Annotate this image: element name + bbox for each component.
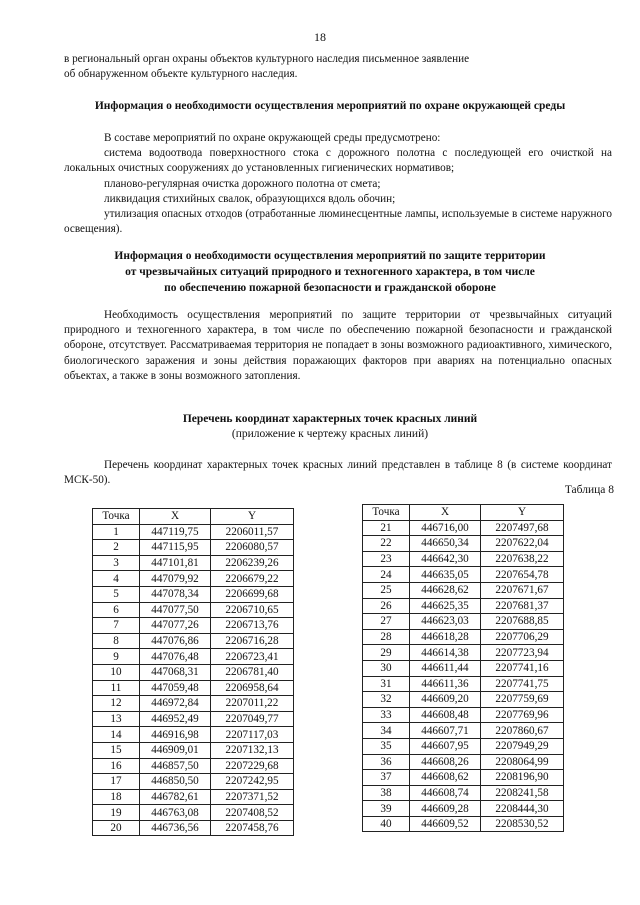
env-item-dumps: ликвидация стихийных свалок, образующихся вдоль обочин;	[104, 193, 396, 205]
cell-y: 2207638,22	[481, 551, 564, 567]
table-row	[363, 582, 564, 598]
cell-point: 31	[363, 676, 410, 692]
header-y: Y	[481, 505, 564, 521]
table-row	[93, 540, 294, 556]
table-row	[363, 754, 564, 770]
cell-y: 2207741,75	[481, 676, 564, 692]
table-row	[93, 774, 294, 790]
table-row	[363, 770, 564, 786]
page-number: 18	[314, 30, 326, 44]
table-row	[363, 676, 564, 692]
cell-point: 32	[363, 692, 410, 708]
table-row	[363, 598, 564, 614]
cell-y: 2206713,76	[211, 618, 294, 634]
table-row	[93, 524, 294, 540]
cell-x: 447068,31	[140, 664, 211, 680]
cell-y: 2207706,29	[481, 629, 564, 645]
table-row	[93, 711, 294, 727]
cell-point: 6	[93, 602, 140, 618]
cell-point: 34	[363, 723, 410, 739]
cell-point: 19	[93, 805, 140, 821]
cell-y: 2207242,95	[211, 774, 294, 790]
cell-y: 2208064,99	[481, 754, 564, 770]
coords-paragraph: Перечень координат характерных точек красных линий представлен в таблице 8 (в системе координат МСК-50).	[64, 459, 612, 487]
cell-y: 2207011,22	[211, 696, 294, 712]
cell-y: 2207654,78	[481, 567, 564, 583]
cell-y: 2207408,52	[211, 805, 294, 821]
cell-y: 2206679,22	[211, 571, 294, 587]
cell-x: 447076,48	[140, 649, 211, 665]
cell-x: 446782,61	[140, 789, 211, 805]
table-row	[363, 723, 564, 739]
header-point: Точка	[93, 509, 140, 525]
table-header-row	[93, 509, 294, 525]
cell-y: 2206011,57	[211, 524, 294, 540]
cell-point: 7	[93, 618, 140, 634]
cell-point: 40	[363, 816, 410, 832]
cell-y: 2207949,29	[481, 738, 564, 754]
table-row	[93, 696, 294, 712]
cell-x: 446608,48	[410, 707, 481, 723]
cell-x: 447076,86	[140, 633, 211, 649]
cell-x: 446614,38	[410, 645, 481, 661]
cell-x: 447059,48	[140, 680, 211, 696]
cell-x: 446628,62	[410, 582, 481, 598]
cell-point: 21	[363, 520, 410, 536]
cell-x: 446952,49	[140, 711, 211, 727]
table-row	[93, 742, 294, 758]
table-row	[363, 801, 564, 817]
env-item-cleaning: планово-регулярная очистка дорожного полотна от смета;	[104, 178, 381, 190]
table-row	[363, 520, 564, 536]
cell-y: 2207741,16	[481, 660, 564, 676]
intro-paragraph	[64, 52, 612, 82]
table-row	[93, 618, 294, 634]
cell-y: 2206958,64	[211, 680, 294, 696]
cell-y: 2207769,96	[481, 707, 564, 723]
cell-y: 2207671,67	[481, 582, 564, 598]
emergency-paragraph: Необходимость осуществления мероприятий по защите территории от чрезвычайных ситуаций природного и техногенного характера, в том числе по обеспечению пожарной безопасности и гражданской обороне, отсутствует. Рассматриваемая территория не попадает в зоны возможного радиоактивного, химического, биологического заражения и зоны действия поражающих факторов при авариях на потенциально опасных объектах, а также в зоны возможного затопления.	[64, 309, 612, 382]
env-item-waste: утилизация опасных отходов (отработанные люминесцентные лампы, используемые в системе наружного освещения).	[64, 208, 612, 236]
table-row	[363, 707, 564, 723]
table-row	[363, 645, 564, 661]
env-heading: Информация о необходимости осуществления мероприятий по охране окружающей среды	[94, 100, 566, 112]
cell-x: 447101,81	[140, 555, 211, 571]
table-row	[363, 551, 564, 567]
table-row	[93, 805, 294, 821]
cell-x: 446916,98	[140, 727, 211, 743]
cell-x: 447077,50	[140, 602, 211, 618]
cell-x: 446736,56	[140, 820, 211, 836]
table-row	[93, 680, 294, 696]
env-intro: В составе мероприятий по охране окружающей среды предусмотрено:	[104, 132, 441, 144]
cell-point: 24	[363, 567, 410, 583]
cell-y: 2206710,65	[211, 602, 294, 618]
table-row	[93, 555, 294, 571]
cell-y: 2206239,26	[211, 555, 294, 571]
coords-heading: Перечень координат характерных точек красных линий	[182, 413, 478, 425]
intro-line-2: об обнаруженном объекте культурного наследия.	[64, 68, 298, 81]
cell-x: 447079,92	[140, 571, 211, 587]
cell-point: 35	[363, 738, 410, 754]
cell-x: 446857,50	[140, 758, 211, 774]
cell-point: 10	[93, 664, 140, 680]
cell-point: 29	[363, 645, 410, 661]
header-x: X	[140, 509, 211, 525]
cell-x: 446850,50	[140, 774, 211, 790]
table-row	[363, 692, 564, 708]
cell-y: 2206080,57	[211, 540, 294, 556]
env-item-drainage: система водоотвода поверхностного стока с дорожного полотна с последующей его очисткой на локальных очистных сооружениях до установленных гигиенических нормативов;	[64, 147, 612, 175]
table-row	[93, 789, 294, 805]
cell-point: 23	[363, 551, 410, 567]
table-row	[93, 820, 294, 836]
cell-x: 447115,95	[140, 540, 211, 556]
cell-point: 5	[93, 586, 140, 602]
table-row	[93, 633, 294, 649]
cell-y: 2208196,90	[481, 770, 564, 786]
cell-y: 2208241,58	[481, 785, 564, 801]
cell-x: 446608,74	[410, 785, 481, 801]
cell-y: 2207622,04	[481, 536, 564, 552]
table-row	[363, 816, 564, 832]
cell-point: 38	[363, 785, 410, 801]
header-x: X	[410, 505, 481, 521]
cell-point: 4	[93, 571, 140, 587]
cell-x: 446635,05	[410, 567, 481, 583]
cell-x: 447078,34	[140, 586, 211, 602]
intro-line-1: в региональный орган охраны объектов культурного наследия письменное заявление	[64, 53, 470, 65]
table-caption: Таблица 8	[564, 484, 614, 496]
cell-x: 446608,62	[410, 770, 481, 786]
cell-point: 27	[363, 614, 410, 630]
cell-y: 2208530,52	[481, 816, 564, 832]
cell-x: 446763,08	[140, 805, 211, 821]
cell-point: 3	[93, 555, 140, 571]
cell-point: 28	[363, 629, 410, 645]
cell-x: 446642,30	[410, 551, 481, 567]
cell-y: 2207497,68	[481, 520, 564, 536]
cell-point: 25	[363, 582, 410, 598]
cell-y: 2207688,85	[481, 614, 564, 630]
cell-point: 17	[93, 774, 140, 790]
cell-y: 2207860,67	[481, 723, 564, 739]
table-row	[93, 586, 294, 602]
table-row	[363, 738, 564, 754]
cell-y: 2207049,77	[211, 711, 294, 727]
cell-x: 446609,20	[410, 692, 481, 708]
cell-point: 8	[93, 633, 140, 649]
table-row	[363, 660, 564, 676]
cell-point: 22	[363, 536, 410, 552]
cell-y: 2206781,40	[211, 664, 294, 680]
cell-point: 37	[363, 770, 410, 786]
cell-point: 30	[363, 660, 410, 676]
cell-point: 39	[363, 801, 410, 817]
cell-y: 2207229,68	[211, 758, 294, 774]
cell-x: 446618,28	[410, 629, 481, 645]
cell-y: 2207723,94	[481, 645, 564, 661]
cell-point: 33	[363, 707, 410, 723]
cell-y: 2206723,41	[211, 649, 294, 665]
cell-y: 2207458,76	[211, 820, 294, 836]
cell-x: 446611,44	[410, 660, 481, 676]
cell-y: 2206716,28	[211, 633, 294, 649]
cell-x: 446609,52	[410, 816, 481, 832]
cell-x: 447119,75	[140, 524, 211, 540]
cell-x: 446611,36	[410, 676, 481, 692]
cell-point: 36	[363, 754, 410, 770]
cell-point: 11	[93, 680, 140, 696]
cell-x: 446609,28	[410, 801, 481, 817]
coords-subheading: (приложение к чертежу красных линий)	[231, 428, 429, 440]
table-row	[93, 649, 294, 665]
coords-table-right	[362, 504, 564, 832]
cell-y: 2207132,13	[211, 742, 294, 758]
table-row	[93, 571, 294, 587]
cell-point: 9	[93, 649, 140, 665]
cell-y: 2208444,30	[481, 801, 564, 817]
cell-x: 447077,26	[140, 618, 211, 634]
cell-point: 18	[93, 789, 140, 805]
header-y: Y	[211, 509, 294, 525]
table-row	[93, 602, 294, 618]
cell-point: 2	[93, 540, 140, 556]
cell-x: 446607,95	[410, 738, 481, 754]
emergency-heading: Информация о необходимости осуществления мероприятий по защите территории от чрезвычайных ситуаций природного и техногенного характера, в том числе по обеспечению пожарной безопасности и гражданской обороне	[114, 250, 546, 294]
cell-point: 12	[93, 696, 140, 712]
cell-point: 15	[93, 742, 140, 758]
cell-y: 2207117,03	[211, 727, 294, 743]
cell-point: 26	[363, 598, 410, 614]
cell-y: 2207681,37	[481, 598, 564, 614]
table-row	[93, 758, 294, 774]
cell-x: 446625,35	[410, 598, 481, 614]
cell-x: 446623,03	[410, 614, 481, 630]
table-row	[93, 727, 294, 743]
table-row	[363, 567, 564, 583]
cell-x: 446608,26	[410, 754, 481, 770]
header-point: Точка	[363, 505, 410, 521]
cell-point: 20	[93, 820, 140, 836]
cell-y: 2207759,69	[481, 692, 564, 708]
cell-point: 1	[93, 524, 140, 540]
cell-point: 16	[93, 758, 140, 774]
table-header-row	[363, 505, 564, 521]
cell-x: 446650,34	[410, 536, 481, 552]
cell-x: 446909,01	[140, 742, 211, 758]
cell-x: 446607,71	[410, 723, 481, 739]
table-row	[363, 629, 564, 645]
cell-point: 13	[93, 711, 140, 727]
cell-x: 446972,84	[140, 696, 211, 712]
table-row	[93, 664, 294, 680]
cell-y: 2207371,52	[211, 789, 294, 805]
table-row	[363, 785, 564, 801]
coords-table-left	[92, 508, 294, 836]
cell-point: 14	[93, 727, 140, 743]
table-row	[363, 614, 564, 630]
cell-x: 446716,00	[410, 520, 481, 536]
table-row	[363, 536, 564, 552]
cell-y: 2206699,68	[211, 586, 294, 602]
